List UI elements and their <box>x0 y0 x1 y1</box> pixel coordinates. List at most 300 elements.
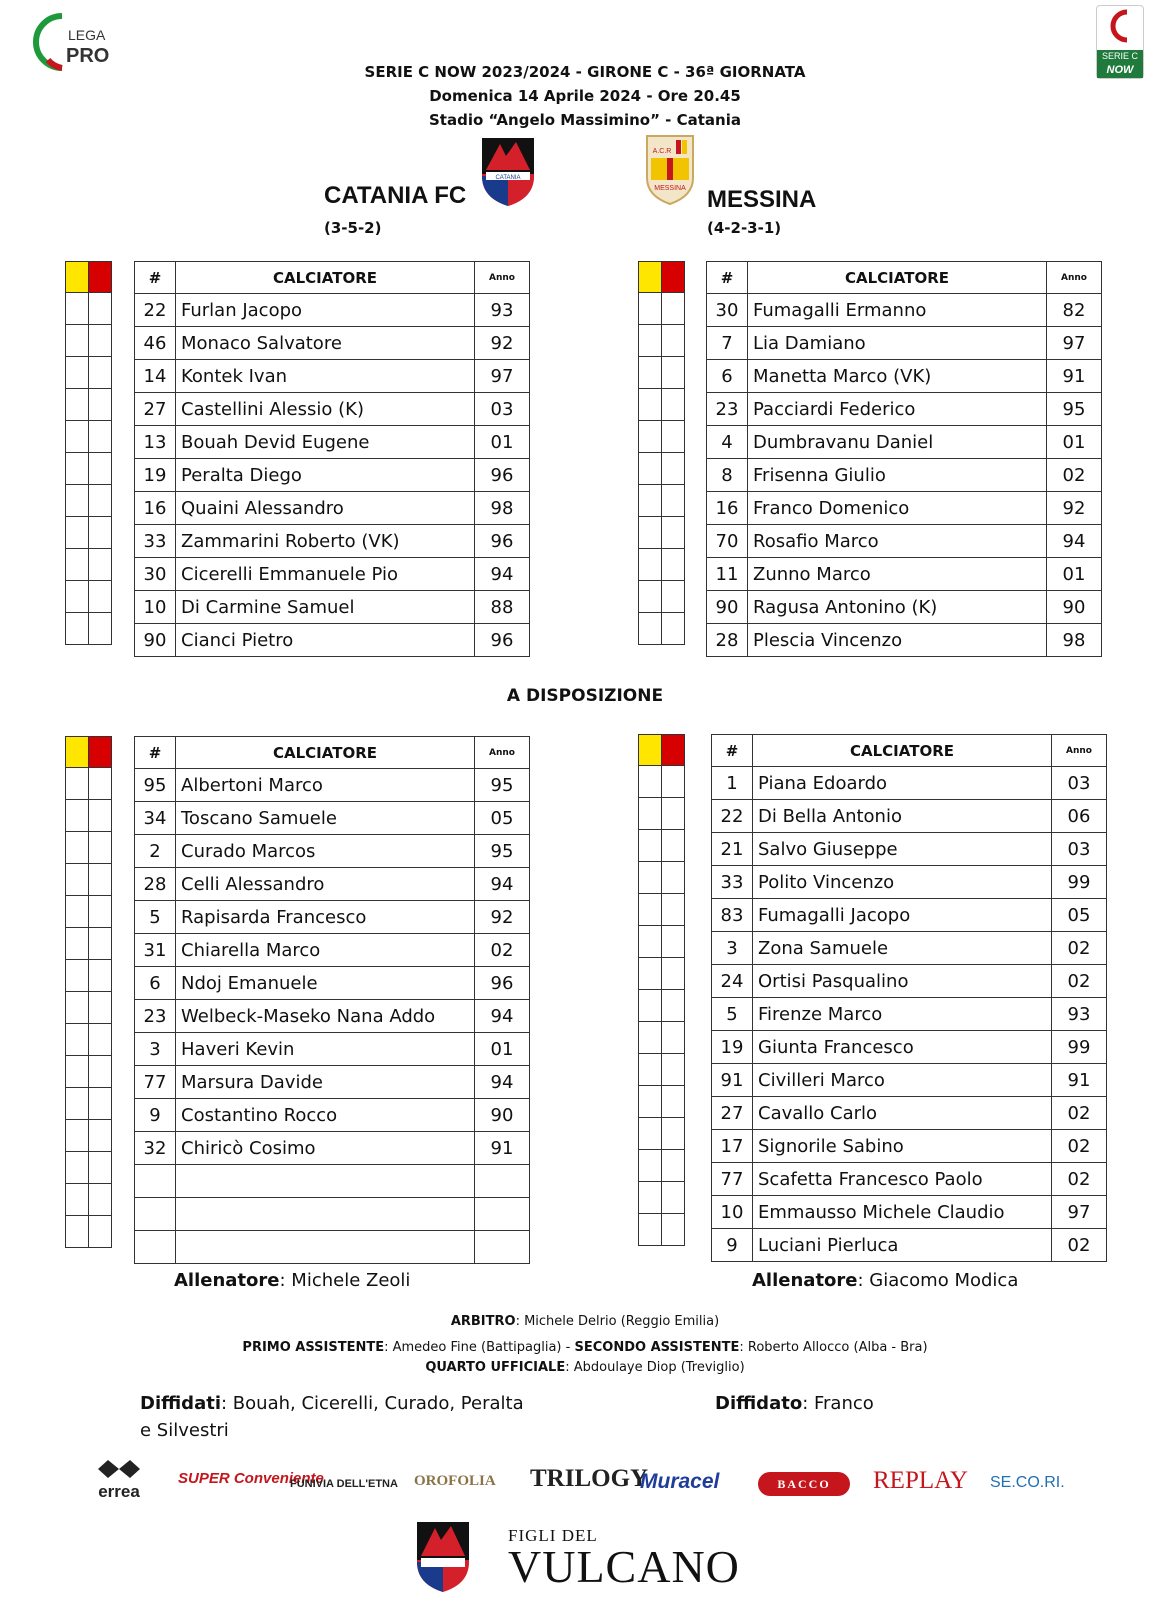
card-row <box>66 992 112 1024</box>
yellow-card-cell <box>66 960 89 992</box>
player-name: Emmausso Michele Claudio <box>753 1196 1052 1229</box>
fourth-official-line: QUARTO UFFICIALE: Abdoulaye Diop (Treviglio) <box>425 1360 745 1375</box>
card-row <box>66 800 112 832</box>
referee-label: ARBITRO <box>450 1314 516 1329</box>
player-birth-year: 97 <box>475 360 530 393</box>
svg-text:A.C.R: A.C.R <box>652 148 672 155</box>
red-card-cell <box>662 830 685 862</box>
home-formation: (3-5-2) <box>324 219 382 237</box>
card-row <box>639 581 685 613</box>
table-row <box>707 393 1102 426</box>
player-name: Bouah Devid Eugene <box>176 426 475 459</box>
player-name: Civilleri Marco <box>753 1064 1052 1097</box>
card-row <box>66 832 112 864</box>
red-card-cell <box>662 421 685 453</box>
fourth-official-name: Abdoulaye Diop (Treviglio) <box>573 1360 745 1375</box>
player-birth-year: 02 <box>1047 459 1102 492</box>
red-card-cell <box>89 1024 112 1056</box>
bacco-logo: BACCO <box>758 1472 850 1496</box>
yellow-card-cell <box>639 862 662 894</box>
player-birth-year: 90 <box>1047 591 1102 624</box>
card-row <box>639 325 685 357</box>
away-coach-label: Allenatore <box>752 1270 858 1291</box>
player-number: 9 <box>135 1099 176 1132</box>
table-row <box>135 591 530 624</box>
yellow-card-cell <box>639 894 662 926</box>
home-suspensions-label: Diffidati <box>140 1393 221 1414</box>
player-name: Ortisi Pasqualino <box>753 965 1052 998</box>
table-row <box>135 492 530 525</box>
table-row <box>707 492 1102 525</box>
match-venue: Stadio “Angelo Massimino” - Catania <box>429 111 741 129</box>
player-birth-year: 94 <box>475 1066 530 1099</box>
svg-text:PRO: PRO <box>66 45 110 67</box>
red-card-cell <box>89 1184 112 1216</box>
red-card-cell <box>662 1182 685 1214</box>
player-name: Di Bella Antonio <box>753 800 1052 833</box>
card-row <box>639 1150 685 1182</box>
player-number: 31 <box>135 934 176 967</box>
yellow-card-cell <box>639 485 662 517</box>
player-birth-year: 99 <box>1052 866 1107 899</box>
footer-figli-del: FIGLI DEL <box>508 1526 598 1545</box>
red-card-cell <box>662 357 685 389</box>
column-header-year: Anno <box>1047 262 1102 294</box>
home-suspensions: Diffidati: Bouah, Cicerelli, Curado, Peralta e Silvestri <box>140 1393 524 1441</box>
player-number: 46 <box>135 327 176 360</box>
yellow-card-cell <box>639 830 662 862</box>
player-name: Zunno Marco <box>748 558 1047 591</box>
yellow-card-cell <box>639 517 662 549</box>
red-card-cell <box>662 990 685 1022</box>
column-header-player: CALCIATORE <box>176 262 475 294</box>
red-card-cell <box>662 325 685 357</box>
red-card-cell <box>662 1150 685 1182</box>
red-card-cell <box>89 992 112 1024</box>
player-birth-year: 95 <box>475 769 530 802</box>
red-card-cell <box>89 357 112 389</box>
column-header-year: Anno <box>475 262 530 294</box>
red-card-cell <box>662 389 685 421</box>
yellow-card-cell <box>639 798 662 830</box>
red-card-icon <box>662 262 685 293</box>
red-card-cell <box>662 517 685 549</box>
card-row <box>639 421 685 453</box>
player-birth-year: 92 <box>1047 492 1102 525</box>
player-birth-year: 99 <box>1052 1031 1107 1064</box>
table-row <box>707 294 1102 327</box>
yellow-card-cell <box>66 389 89 421</box>
muracel-logo: Muracel <box>640 1470 720 1493</box>
table-row <box>712 1031 1107 1064</box>
player-number: 10 <box>712 1196 753 1229</box>
table-row <box>135 802 530 835</box>
player-number: 9 <box>712 1229 753 1262</box>
red-card-cell <box>89 325 112 357</box>
player-number: 11 <box>707 558 748 591</box>
column-header-year: Anno <box>1052 735 1107 767</box>
player-birth-year: 96 <box>475 967 530 1000</box>
player-number <box>135 1231 176 1264</box>
player-birth-year: 95 <box>475 835 530 868</box>
table-row <box>135 901 530 934</box>
table-row <box>712 998 1107 1031</box>
card-row <box>66 864 112 896</box>
player-number: 2 <box>135 835 176 868</box>
player-number: 91 <box>712 1064 753 1097</box>
table-row <box>707 360 1102 393</box>
red-card-cell <box>662 1022 685 1054</box>
table-row <box>712 1130 1107 1163</box>
red-card-cell <box>89 1216 112 1248</box>
table-row <box>135 327 530 360</box>
player-birth-year <box>475 1165 530 1198</box>
away-starters-table <box>706 261 1102 657</box>
card-row <box>639 894 685 926</box>
red-card-cell <box>89 613 112 645</box>
player-birth-year: 95 <box>1047 393 1102 426</box>
player-number: 95 <box>135 769 176 802</box>
red-card-icon <box>89 737 112 768</box>
red-card-cell <box>89 768 112 800</box>
player-number: 33 <box>712 866 753 899</box>
player-number: 16 <box>707 492 748 525</box>
red-card-cell <box>89 1056 112 1088</box>
red-card-cell <box>662 766 685 798</box>
table-row <box>135 1165 530 1198</box>
player-name: Plescia Vincenzo <box>748 624 1047 657</box>
card-row <box>66 1056 112 1088</box>
table-row <box>135 967 530 1000</box>
player-name: Ndoj Emanuele <box>176 967 475 1000</box>
player-name: Toscano Samuele <box>176 802 475 835</box>
red-card-cell <box>662 1214 685 1246</box>
table-row <box>707 327 1102 360</box>
table-row <box>135 426 530 459</box>
player-birth-year: 01 <box>475 1033 530 1066</box>
card-row <box>66 1120 112 1152</box>
player-birth-year: 94 <box>475 868 530 901</box>
card-row <box>639 389 685 421</box>
away-coach-name: Giacomo Modica <box>869 1270 1019 1291</box>
player-birth-year: 01 <box>1047 558 1102 591</box>
table-row <box>712 1163 1107 1196</box>
card-row <box>639 357 685 389</box>
red-card-cell <box>89 293 112 325</box>
red-card-cell <box>89 549 112 581</box>
yellow-card-cell <box>66 992 89 1024</box>
card-row <box>66 613 112 645</box>
table-header-row <box>135 262 530 294</box>
column-header-player: CALCIATORE <box>176 737 475 769</box>
funivia-etna-logo: FUNIVIA DELL'ETNA <box>290 1478 398 1490</box>
card-row <box>66 1024 112 1056</box>
table-row <box>712 932 1107 965</box>
yellow-card-cell <box>639 421 662 453</box>
player-birth-year: 91 <box>1047 360 1102 393</box>
player-number: 77 <box>135 1066 176 1099</box>
player-birth-year: 91 <box>1052 1064 1107 1097</box>
red-card-cell <box>89 800 112 832</box>
red-card-cell <box>89 896 112 928</box>
yellow-card-cell <box>639 1214 662 1246</box>
player-birth-year: 02 <box>475 934 530 967</box>
svg-text:MESSINA: MESSINA <box>654 185 686 192</box>
player-number: 17 <box>712 1130 753 1163</box>
table-row <box>707 624 1102 657</box>
red-card-cell <box>662 798 685 830</box>
player-name: Albertoni Marco <box>176 769 475 802</box>
player-name: Manetta Marco (VK) <box>748 360 1047 393</box>
player-birth-year: 03 <box>475 393 530 426</box>
player-name: Rapisarda Francesco <box>176 901 475 934</box>
player-birth-year: 03 <box>1052 767 1107 800</box>
yellow-card-cell <box>639 549 662 581</box>
player-name: Curado Marcos <box>176 835 475 868</box>
referee-line: ARBITRO: Michele Delrio (Reggio Emilia) <box>450 1314 720 1329</box>
player-birth-year: 96 <box>475 525 530 558</box>
player-name: Furlan Jacopo <box>176 294 475 327</box>
player-number: 1 <box>712 767 753 800</box>
player-number: 22 <box>135 294 176 327</box>
red-card-cell <box>89 960 112 992</box>
table-row <box>712 833 1107 866</box>
table-row <box>135 934 530 967</box>
player-birth-year: 98 <box>475 492 530 525</box>
card-row <box>639 958 685 990</box>
card-row <box>639 1086 685 1118</box>
player-number: 27 <box>135 393 176 426</box>
home-suspensions-text-2: e Silvestri <box>140 1420 229 1441</box>
player-birth-year: 02 <box>1052 965 1107 998</box>
red-card-cell <box>662 485 685 517</box>
player-name: Salvo Giuseppe <box>753 833 1052 866</box>
player-name: Rosafio Marco <box>748 525 1047 558</box>
red-card-cell <box>662 1118 685 1150</box>
player-number: 83 <box>712 899 753 932</box>
player-birth-year: 05 <box>1052 899 1107 932</box>
player-name: Fumagalli Ermanno <box>748 294 1047 327</box>
card-row <box>66 485 112 517</box>
player-name: Signorile Sabino <box>753 1130 1052 1163</box>
red-card-cell <box>89 581 112 613</box>
yellow-card-cell <box>66 832 89 864</box>
away-formation: (4-2-3-1) <box>707 219 782 237</box>
red-card-cell <box>89 832 112 864</box>
card-row <box>66 517 112 549</box>
player-number: 33 <box>135 525 176 558</box>
card-row <box>66 1088 112 1120</box>
card-row <box>639 926 685 958</box>
table-row <box>135 868 530 901</box>
table-row <box>712 1229 1107 1262</box>
card-row <box>639 485 685 517</box>
card-row <box>66 1216 112 1248</box>
player-number: 6 <box>135 967 176 1000</box>
column-header-num: # <box>712 735 753 767</box>
yellow-card-cell <box>66 485 89 517</box>
table-row <box>135 1231 530 1264</box>
player-name: Firenze Marco <box>753 998 1052 1031</box>
player-number: 21 <box>712 833 753 866</box>
table-row <box>135 624 530 657</box>
player-birth-year: 82 <box>1047 294 1102 327</box>
fourth-official-label: QUARTO UFFICIALE <box>425 1360 566 1375</box>
yellow-card-cell <box>639 958 662 990</box>
table-row <box>712 800 1107 833</box>
yellow-card-cell <box>66 896 89 928</box>
player-number <box>135 1165 176 1198</box>
away-bench-table <box>711 734 1107 1262</box>
player-name: Cianci Pietro <box>176 624 475 657</box>
yellow-card-cell <box>66 1216 89 1248</box>
player-birth-year: 97 <box>1052 1196 1107 1229</box>
column-header-num: # <box>135 262 176 294</box>
player-name: Chiarella Marco <box>176 934 475 967</box>
player-name: Marsura Davide <box>176 1066 475 1099</box>
player-number: 90 <box>135 624 176 657</box>
table-row <box>707 525 1102 558</box>
home-team-name: CATANIA FC <box>324 182 467 209</box>
player-birth-year: 02 <box>1052 1163 1107 1196</box>
red-card-cell <box>89 1152 112 1184</box>
card-row <box>66 960 112 992</box>
errea-logo <box>90 1458 148 1500</box>
player-number: 24 <box>712 965 753 998</box>
yellow-card-cell <box>66 1152 89 1184</box>
table-row <box>712 965 1107 998</box>
player-name: Frisenna Giulio <box>748 459 1047 492</box>
table-row <box>135 393 530 426</box>
player-birth-year: 94 <box>475 558 530 591</box>
catania-crest <box>480 136 536 212</box>
yellow-card-cell <box>639 293 662 325</box>
player-name: Piana Edoardo <box>753 767 1052 800</box>
home-bench-table <box>134 736 530 1264</box>
red-card-cell <box>662 958 685 990</box>
yellow-card-cell <box>66 1088 89 1120</box>
player-birth-year: 01 <box>1047 426 1102 459</box>
card-row <box>639 990 685 1022</box>
player-number: 3 <box>135 1033 176 1066</box>
yellow-card-cell <box>66 928 89 960</box>
red-card-cell <box>662 862 685 894</box>
column-header-year: Anno <box>475 737 530 769</box>
player-number: 10 <box>135 591 176 624</box>
card-row <box>66 581 112 613</box>
yellow-card-cell <box>66 864 89 896</box>
yellow-card-cell <box>639 926 662 958</box>
table-row <box>135 459 530 492</box>
table-row <box>135 558 530 591</box>
player-number: 70 <box>707 525 748 558</box>
table-row <box>135 1033 530 1066</box>
home-coach-name: Michele Zeoli <box>291 1270 411 1291</box>
table-row <box>712 899 1107 932</box>
table-row <box>135 1000 530 1033</box>
card-row <box>639 1118 685 1150</box>
player-number: 23 <box>707 393 748 426</box>
yellow-card-cell <box>639 453 662 485</box>
player-birth-year: 02 <box>1052 1229 1107 1262</box>
red-card-cell <box>662 1054 685 1086</box>
player-number: 4 <box>707 426 748 459</box>
yellow-card-cell <box>639 613 662 645</box>
player-name: Dumbravanu Daniel <box>748 426 1047 459</box>
card-row <box>639 1214 685 1246</box>
card-row <box>66 357 112 389</box>
card-row <box>66 896 112 928</box>
yellow-card-cell <box>639 581 662 613</box>
table-row <box>712 767 1107 800</box>
player-number <box>135 1198 176 1231</box>
card-row <box>66 389 112 421</box>
player-name: Scafetta Francesco Paolo <box>753 1163 1052 1196</box>
table-row <box>135 1099 530 1132</box>
player-number: 5 <box>712 998 753 1031</box>
table-row <box>135 1066 530 1099</box>
superconveniente-logo: SUPER Conveniente <box>178 1470 324 1487</box>
player-name <box>176 1198 475 1231</box>
player-birth-year: 05 <box>475 802 530 835</box>
player-birth-year: 88 <box>475 591 530 624</box>
player-number: 7 <box>707 327 748 360</box>
first-assistant-label: PRIMO ASSISTENTE <box>242 1340 385 1355</box>
yellow-card-cell <box>66 800 89 832</box>
player-birth-year: 96 <box>475 459 530 492</box>
yellow-card-cell <box>66 1056 89 1088</box>
player-birth-year: 02 <box>1052 932 1107 965</box>
player-birth-year: 02 <box>1052 1130 1107 1163</box>
red-card-cell <box>662 453 685 485</box>
player-birth-year: 06 <box>1052 800 1107 833</box>
player-birth-year: 90 <box>475 1099 530 1132</box>
player-name: Franco Domenico <box>748 492 1047 525</box>
catania-footer-crest <box>415 1520 471 1598</box>
player-birth-year: 93 <box>1052 998 1107 1031</box>
red-card-cell <box>89 453 112 485</box>
away-coach: Allenatore: Giacomo Modica <box>752 1270 1019 1291</box>
red-card-cell <box>662 613 685 645</box>
yellow-card-cell <box>66 421 89 453</box>
table-row <box>135 1198 530 1231</box>
player-name: Cicerelli Emmanuele Pio <box>176 558 475 591</box>
yellow-card-cell <box>639 357 662 389</box>
yellow-card-cell <box>66 325 89 357</box>
player-name <box>176 1165 475 1198</box>
red-card-cell <box>662 581 685 613</box>
card-row <box>66 928 112 960</box>
player-number: 30 <box>135 558 176 591</box>
player-number: 30 <box>707 294 748 327</box>
red-card-cell <box>89 864 112 896</box>
home-starters-card-column <box>65 261 112 645</box>
home-bench-card-column <box>65 736 112 1248</box>
yellow-card-icon <box>639 262 662 293</box>
player-birth-year: 93 <box>475 294 530 327</box>
match-date: Domenica 14 Aprile 2024 - Ore 20.45 <box>429 87 741 105</box>
red-card-cell <box>89 517 112 549</box>
away-team-name: MESSINA <box>707 186 817 213</box>
player-birth-year: 02 <box>1052 1097 1107 1130</box>
orofolia-logo: OROFOLIA <box>414 1473 496 1489</box>
player-number: 22 <box>712 800 753 833</box>
yellow-card-cell <box>66 613 89 645</box>
table-header-row <box>707 262 1102 294</box>
player-name: Castellini Alessio (K) <box>176 393 475 426</box>
yellow-card-cell <box>66 357 89 389</box>
player-number: 5 <box>135 901 176 934</box>
